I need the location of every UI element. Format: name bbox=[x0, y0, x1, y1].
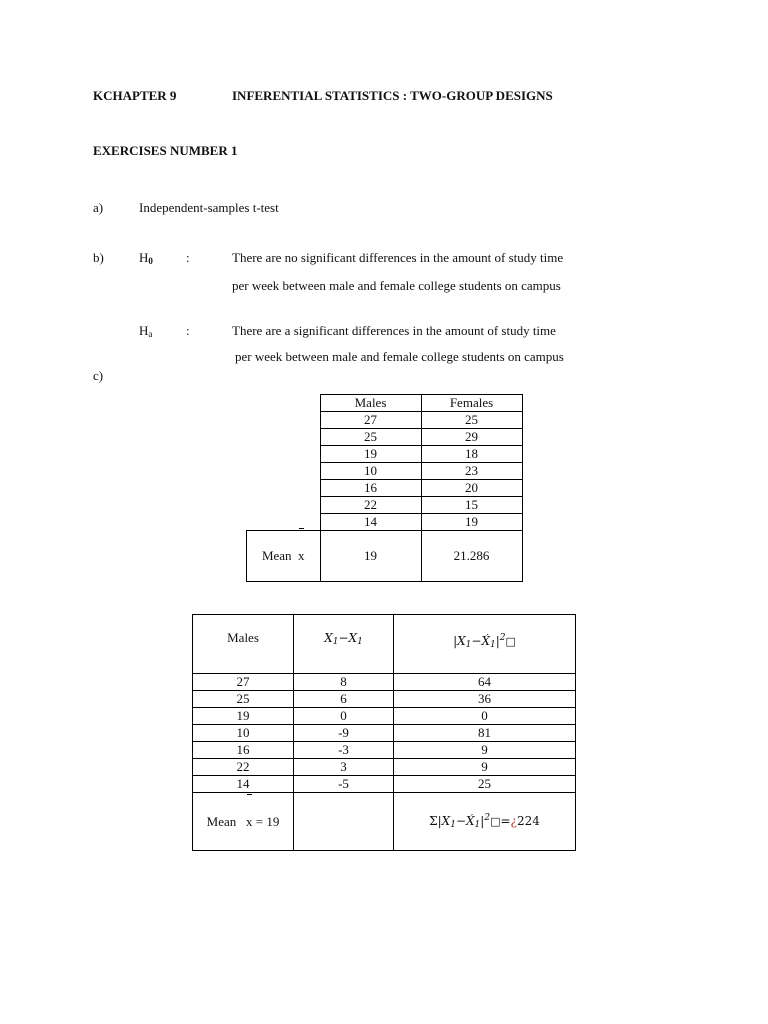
exercise-heading: EXERCISES NUMBER 1 bbox=[93, 143, 238, 158]
mean-cell: Mean x = 19 bbox=[193, 793, 294, 851]
part-a-label: a) bbox=[93, 200, 104, 215]
table-row: 19 0 0 bbox=[193, 708, 576, 725]
h0-colon: : bbox=[186, 250, 190, 265]
h0-line1: There are no significant differences in the amount of study time bbox=[232, 250, 564, 265]
table-row: 10 -9 81 bbox=[193, 725, 576, 742]
table-row: 19 18 bbox=[247, 446, 523, 463]
part-c-label: c) bbox=[93, 368, 104, 383]
sum-of-squares-cell: $\Sigma|X_1-X́_1|^2□=¿224$ bbox=[394, 793, 576, 851]
chapter-label: KCHAPTER 9 bbox=[93, 88, 177, 103]
table-row: 10 23 bbox=[247, 463, 523, 480]
header-males: Males bbox=[193, 615, 294, 674]
empty-cell bbox=[294, 793, 394, 851]
males-females-table bbox=[246, 394, 523, 582]
mean-label-cell: Mean x bbox=[247, 531, 321, 582]
header-females: Females bbox=[421, 395, 522, 412]
table-row: 25 29 bbox=[247, 429, 523, 446]
part-a-text: Independent-samples t-test bbox=[139, 200, 279, 215]
table-header-row bbox=[247, 395, 523, 412]
table-row: 25 6 36 bbox=[193, 691, 576, 708]
header-males: Males bbox=[320, 395, 421, 412]
ha-line1: There are a significant differences in the amount of study time bbox=[232, 323, 556, 338]
table-row: 16 -3 9 bbox=[193, 742, 576, 759]
h0-line2: per week between male and female college students on campus bbox=[232, 278, 561, 293]
table-row: 16 20 bbox=[247, 480, 523, 497]
part-b-label: b) bbox=[93, 250, 104, 265]
header-deviation: $X_1-X_1$ bbox=[294, 615, 394, 674]
table-row: 27 25 bbox=[247, 412, 523, 429]
table-row: 27 8 64 bbox=[193, 674, 576, 691]
table-header-row bbox=[193, 615, 576, 674]
ha-symbol: $H_a$ bbox=[139, 323, 153, 339]
table-row: 22 15 bbox=[247, 497, 523, 514]
table-row: 14 -5 25 bbox=[193, 776, 576, 793]
ha-colon: : bbox=[186, 323, 190, 338]
ha-line2: per week between male and female college students on campus bbox=[235, 349, 564, 364]
mean-males: 19 bbox=[320, 531, 421, 582]
mean-row bbox=[193, 793, 576, 851]
table-row: 22 3 9 bbox=[193, 759, 576, 776]
mean-females: 21.286 bbox=[421, 531, 522, 582]
h0-symbol: $H_0$ bbox=[139, 250, 153, 266]
deviation-table bbox=[192, 614, 576, 851]
chapter-title: INFERENTIAL STATISTICS : TWO-GROUP DESIGNS bbox=[232, 88, 553, 103]
table-row: 14 19 bbox=[247, 514, 523, 531]
header-squared-deviation: $|X_1-X́_1|^2□$ bbox=[394, 615, 576, 674]
mean-row bbox=[247, 531, 523, 582]
